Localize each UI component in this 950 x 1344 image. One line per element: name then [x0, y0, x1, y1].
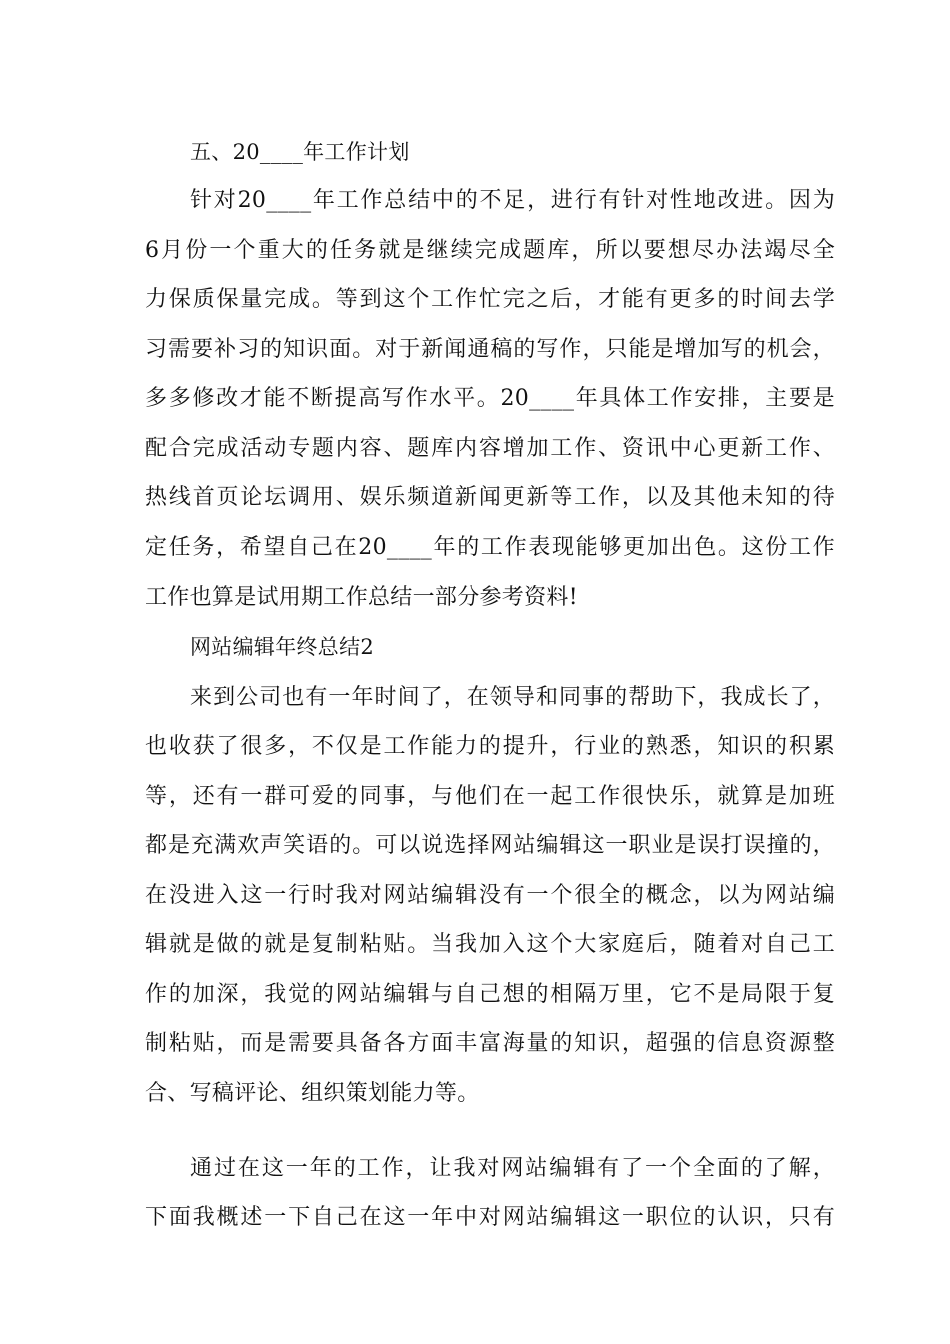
paragraph-line: 作的加深，我觉的网站编辑与自己想的相隔万里，它不是局限于复 — [145, 982, 835, 1007]
section-heading-summary-2: 网站编辑年终总结2 — [190, 635, 375, 659]
paragraph-line: 来到公司也有一年时间了，在领导和同事的帮助下，我成长了， — [190, 685, 835, 710]
paragraph-line: 也收获了很多，不仅是工作能力的提升，行业的熟悉，知识的积累 — [145, 734, 835, 759]
paragraph-line: 定任务，希望自己在20____年的工作表现能够更加出色。这份工作 — [145, 535, 835, 560]
paragraph-line: 工作也算是试用期工作总结一部分参考资料! — [145, 585, 578, 610]
paragraph-line: 都是充满欢声笑语的。可以说选择网站编辑这一职业是误打误撞的， — [145, 833, 835, 858]
paragraph-line: 配合完成活动专题内容、题库内容增加工作、资讯中心更新工作、 — [145, 436, 835, 461]
paragraph-line: 下面我概述一下自己在这一年中对网站编辑这一职位的认识，只有 — [145, 1205, 835, 1230]
paragraph-line: 力保质保量完成。等到这个工作忙完之后，才能有更多的时间去学 — [145, 287, 835, 312]
paragraph-line: 多多修改才能不断提高写作水平。20____年具体工作安排，主要是 — [145, 386, 835, 411]
paragraph-line: 6月份一个重大的任务就是继续完成题库，所以要想尽办法竭尽全 — [145, 238, 835, 263]
paragraph-line: 热线首页论坛调用、娱乐频道新闻更新等工作，以及其他未知的待 — [145, 485, 835, 510]
paragraph-line: 通过在这一年的工作，让我对网站编辑有了一个全面的了解， — [190, 1156, 835, 1181]
paragraph-line: 习需要补习的知识面。对于新闻通稿的写作，只能是增加写的机会， — [145, 337, 835, 362]
paragraph-line: 针对20____年工作总结中的不足，进行有针对性地改进。因为 — [190, 188, 835, 213]
paragraph-line: 辑就是做的就是复制粘贴。当我加入这个大家庭后，随着对自己工 — [145, 932, 835, 957]
paragraph-line: 制粘贴，而是需要具备各方面丰富海量的知识，超强的信息资源整 — [145, 1031, 835, 1056]
paragraph-line: 合、写稿评论、组织策划能力等。 — [145, 1081, 480, 1106]
paragraph-line: 在没进入这一行时我对网站编辑没有一个很全的概念，以为网站编 — [145, 883, 835, 908]
paragraph-line: 等，还有一群可爱的同事，与他们在一起工作很快乐，就算是加班 — [145, 784, 835, 809]
section-heading-work-plan: 五、20____年工作计划 — [190, 140, 410, 164]
